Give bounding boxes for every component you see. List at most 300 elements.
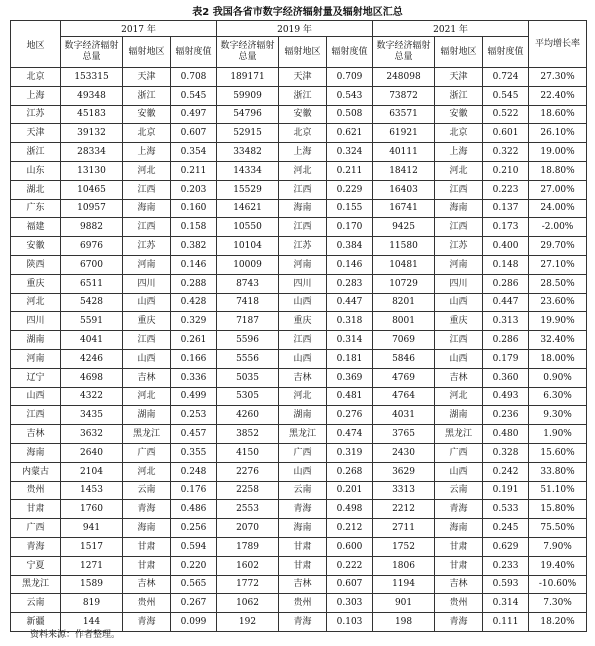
- target-cell: 江苏: [123, 237, 171, 256]
- amount-cell: 1772: [217, 575, 279, 594]
- amount-cell: 2104: [61, 462, 123, 481]
- target-cell: 海南: [435, 519, 483, 538]
- growth-cell: 33.80%: [529, 462, 587, 481]
- amount-cell: 54796: [217, 105, 279, 124]
- amount-cell: 2070: [217, 519, 279, 538]
- degree-cell: 0.319: [327, 443, 373, 462]
- amount-cell: 18412: [373, 161, 435, 180]
- amount-cell: 1789: [217, 537, 279, 556]
- amount-cell: 5305: [217, 387, 279, 406]
- degree-cell: 0.303: [327, 594, 373, 613]
- degree-cell: 0.593: [483, 575, 529, 594]
- amount-cell: 10481: [373, 255, 435, 274]
- degree-cell: 0.607: [327, 575, 373, 594]
- degree-cell: 0.314: [483, 594, 529, 613]
- degree-cell: 0.607: [171, 124, 217, 143]
- target-cell: 江西: [279, 331, 327, 350]
- target-cell: 青海: [123, 500, 171, 519]
- degree-cell: 0.384: [327, 237, 373, 256]
- amount-cell: 4246: [61, 349, 123, 368]
- amount-cell: 45183: [61, 105, 123, 124]
- degree-cell: 0.481: [327, 387, 373, 406]
- target-cell: 海南: [123, 519, 171, 538]
- amount-cell: 10465: [61, 180, 123, 199]
- degree-cell: 0.146: [171, 255, 217, 274]
- degree-cell: 0.166: [171, 349, 217, 368]
- target-cell: 甘肃: [123, 537, 171, 556]
- growth-cell: 28.50%: [529, 274, 587, 293]
- target-cell: 安徽: [279, 105, 327, 124]
- region-cell: 吉林: [11, 425, 61, 444]
- target-cell: 吉林: [279, 575, 327, 594]
- degree-cell: 0.242: [483, 462, 529, 481]
- target-cell: 江西: [435, 331, 483, 350]
- amount-cell: 2553: [217, 500, 279, 519]
- degree-cell: 0.203: [171, 180, 217, 199]
- amount-cell: 901: [373, 594, 435, 613]
- degree-cell: 0.318: [327, 312, 373, 331]
- degree-cell: 0.621: [327, 124, 373, 143]
- growth-cell: -10.60%: [529, 575, 587, 594]
- target-cell: 浙江: [279, 86, 327, 105]
- target-cell: 四川: [435, 274, 483, 293]
- amount-cell: 819: [61, 594, 123, 613]
- amount-header: 数字经济辐射总量: [61, 37, 123, 68]
- amount-cell: 198: [373, 613, 435, 632]
- degree-cell: 0.545: [171, 86, 217, 105]
- growth-cell: -2.00%: [529, 218, 587, 237]
- target-cell: 吉林: [435, 368, 483, 387]
- target-header: 辐射地区: [435, 37, 483, 68]
- degree-cell: 0.508: [327, 105, 373, 124]
- target-cell: 江西: [123, 218, 171, 237]
- table-row: [11, 368, 587, 387]
- year-header-2017: 2017 年: [61, 21, 217, 37]
- target-cell: 海南: [279, 199, 327, 218]
- degree-cell: 0.103: [327, 613, 373, 632]
- degree-cell: 0.457: [171, 425, 217, 444]
- target-cell: 上海: [279, 143, 327, 162]
- amount-cell: 8201: [373, 293, 435, 312]
- target-cell: 云南: [279, 481, 327, 500]
- degree-header: 辐射度值: [171, 37, 217, 68]
- growth-cell: 0.90%: [529, 368, 587, 387]
- target-cell: 河北: [435, 161, 483, 180]
- amount-cell: 2711: [373, 519, 435, 538]
- target-cell: 贵州: [435, 594, 483, 613]
- degree-cell: 0.522: [483, 105, 529, 124]
- degree-cell: 0.708: [171, 68, 217, 87]
- amount-cell: 4031: [373, 406, 435, 425]
- degree-cell: 0.447: [483, 293, 529, 312]
- amount-cell: 144: [61, 613, 123, 632]
- degree-cell: 0.160: [171, 199, 217, 218]
- table-row: [11, 274, 587, 293]
- region-cell: 山西: [11, 387, 61, 406]
- region-cell: 浙江: [11, 143, 61, 162]
- region-header: 地区: [11, 21, 61, 68]
- target-cell: 湖南: [435, 406, 483, 425]
- region-cell: 河南: [11, 349, 61, 368]
- target-cell: 重庆: [123, 312, 171, 331]
- target-cell: 江苏: [435, 237, 483, 256]
- amount-cell: 39132: [61, 124, 123, 143]
- target-cell: 山西: [279, 293, 327, 312]
- table-row: [11, 331, 587, 350]
- target-cell: 云南: [435, 481, 483, 500]
- degree-cell: 0.360: [483, 368, 529, 387]
- degree-cell: 0.268: [327, 462, 373, 481]
- target-cell: 山西: [123, 349, 171, 368]
- amount-cell: 5846: [373, 349, 435, 368]
- amount-cell: 4260: [217, 406, 279, 425]
- region-cell: 北京: [11, 68, 61, 87]
- table-row: [11, 293, 587, 312]
- amount-cell: 16741: [373, 199, 435, 218]
- amount-cell: 3435: [61, 406, 123, 425]
- target-cell: 河南: [123, 255, 171, 274]
- target-cell: 北京: [435, 124, 483, 143]
- growth-cell: 19.00%: [529, 143, 587, 162]
- amount-cell: 14334: [217, 161, 279, 180]
- growth-cell: 18.80%: [529, 161, 587, 180]
- target-cell: 天津: [435, 68, 483, 87]
- region-cell: 青海: [11, 537, 61, 556]
- degree-cell: 0.201: [327, 481, 373, 500]
- target-cell: 四川: [279, 274, 327, 293]
- degree-cell: 0.248: [171, 462, 217, 481]
- growth-cell: 22.40%: [529, 86, 587, 105]
- region-cell: 广西: [11, 519, 61, 538]
- target-cell: 四川: [123, 274, 171, 293]
- target-cell: 黑龙江: [123, 425, 171, 444]
- degree-cell: 0.314: [327, 331, 373, 350]
- amount-cell: 10104: [217, 237, 279, 256]
- degree-cell: 0.600: [327, 537, 373, 556]
- degree-cell: 0.543: [327, 86, 373, 105]
- region-cell: 湖南: [11, 331, 61, 350]
- degree-cell: 0.497: [171, 105, 217, 124]
- degree-cell: 0.499: [171, 387, 217, 406]
- region-cell: 山东: [11, 161, 61, 180]
- target-cell: 甘肃: [435, 537, 483, 556]
- target-cell: 北京: [279, 124, 327, 143]
- amount-cell: 1194: [373, 575, 435, 594]
- growth-cell: 19.90%: [529, 312, 587, 331]
- target-cell: 黑龙江: [279, 425, 327, 444]
- amount-cell: 8001: [373, 312, 435, 331]
- degree-cell: 0.137: [483, 199, 529, 218]
- region-cell: 宁夏: [11, 556, 61, 575]
- target-cell: 江苏: [279, 237, 327, 256]
- table-row: [11, 387, 587, 406]
- amount-cell: 15529: [217, 180, 279, 199]
- amount-cell: 1752: [373, 537, 435, 556]
- target-cell: 河南: [435, 255, 483, 274]
- amount-cell: 189171: [217, 68, 279, 87]
- region-cell: 江西: [11, 406, 61, 425]
- amount-cell: 3629: [373, 462, 435, 481]
- target-cell: 甘肃: [435, 556, 483, 575]
- amount-cell: 4769: [373, 368, 435, 387]
- region-cell: 重庆: [11, 274, 61, 293]
- target-cell: 江西: [435, 180, 483, 199]
- degree-cell: 0.286: [483, 331, 529, 350]
- amount-cell: 28334: [61, 143, 123, 162]
- degree-header: 辐射度值: [483, 37, 529, 68]
- degree-cell: 0.354: [171, 143, 217, 162]
- amount-cell: 10729: [373, 274, 435, 293]
- amount-cell: 1517: [61, 537, 123, 556]
- region-cell: 贵州: [11, 481, 61, 500]
- target-cell: 海南: [123, 199, 171, 218]
- degree-cell: 0.382: [171, 237, 217, 256]
- amount-cell: 5035: [217, 368, 279, 387]
- region-cell: 黑龙江: [11, 575, 61, 594]
- degree-cell: 0.322: [483, 143, 529, 162]
- region-cell: 辽宁: [11, 368, 61, 387]
- amount-cell: 1062: [217, 594, 279, 613]
- growth-cell: 24.00%: [529, 199, 587, 218]
- degree-cell: 0.286: [483, 274, 529, 293]
- table-row: [11, 218, 587, 237]
- degree-cell: 0.313: [483, 312, 529, 331]
- target-cell: 江西: [435, 218, 483, 237]
- table-row: [11, 594, 587, 613]
- growth-header: 平均增长率: [529, 21, 587, 68]
- amount-cell: 1589: [61, 575, 123, 594]
- degree-cell: 0.211: [171, 161, 217, 180]
- amount-cell: 9882: [61, 218, 123, 237]
- degree-cell: 0.253: [171, 406, 217, 425]
- target-cell: 山西: [123, 293, 171, 312]
- growth-cell: 75.50%: [529, 519, 587, 538]
- target-cell: 青海: [279, 613, 327, 632]
- table-row: [11, 556, 587, 575]
- target-cell: 甘肃: [279, 537, 327, 556]
- target-cell: 青海: [123, 613, 171, 632]
- amount-cell: 5596: [217, 331, 279, 350]
- amount-cell: 1602: [217, 556, 279, 575]
- amount-header: 数字经济辐射总量: [373, 37, 435, 68]
- region-cell: 新疆: [11, 613, 61, 632]
- amount-cell: 2212: [373, 500, 435, 519]
- degree-cell: 0.447: [327, 293, 373, 312]
- target-cell: 河北: [123, 161, 171, 180]
- target-cell: 浙江: [435, 86, 483, 105]
- amount-cell: 49348: [61, 86, 123, 105]
- table-row: [11, 199, 587, 218]
- amount-cell: 3632: [61, 425, 123, 444]
- target-header: 辐射地区: [123, 37, 171, 68]
- target-cell: 山西: [279, 462, 327, 481]
- region-cell: 广东: [11, 199, 61, 218]
- degree-cell: 0.210: [483, 161, 529, 180]
- degree-cell: 0.288: [171, 274, 217, 293]
- growth-cell: 15.80%: [529, 500, 587, 519]
- table-row: [11, 255, 587, 274]
- target-cell: 吉林: [279, 368, 327, 387]
- degree-cell: 0.474: [327, 425, 373, 444]
- table-body: [11, 68, 587, 632]
- target-cell: 江西: [123, 180, 171, 199]
- degree-cell: 0.276: [327, 406, 373, 425]
- target-cell: 河北: [279, 161, 327, 180]
- growth-cell: 27.00%: [529, 180, 587, 199]
- amount-cell: 5428: [61, 293, 123, 312]
- amount-cell: 10957: [61, 199, 123, 218]
- growth-cell: 23.60%: [529, 293, 587, 312]
- degree-cell: 0.181: [327, 349, 373, 368]
- degree-cell: 0.222: [327, 556, 373, 575]
- amount-cell: 16403: [373, 180, 435, 199]
- year-header-2019: 2019 年: [217, 21, 373, 37]
- table-row: [11, 425, 587, 444]
- target-cell: 上海: [435, 143, 483, 162]
- table-row: [11, 237, 587, 256]
- degree-cell: 0.594: [171, 537, 217, 556]
- table-row: [11, 68, 587, 87]
- region-cell: 云南: [11, 594, 61, 613]
- target-cell: 天津: [279, 68, 327, 87]
- amount-cell: 40111: [373, 143, 435, 162]
- amount-cell: 5556: [217, 349, 279, 368]
- region-cell: 海南: [11, 443, 61, 462]
- amount-cell: 7069: [373, 331, 435, 350]
- degree-cell: 0.709: [327, 68, 373, 87]
- year-header-2021: 2021 年: [373, 21, 529, 37]
- degree-header: 辐射度值: [327, 37, 373, 68]
- degree-cell: 0.267: [171, 594, 217, 613]
- degree-cell: 0.176: [171, 481, 217, 500]
- region-cell: 内蒙古: [11, 462, 61, 481]
- target-cell: 天津: [123, 68, 171, 87]
- amount-cell: 7418: [217, 293, 279, 312]
- growth-cell: 9.30%: [529, 406, 587, 425]
- growth-cell: 27.10%: [529, 255, 587, 274]
- degree-cell: 0.369: [327, 368, 373, 387]
- degree-cell: 0.236: [483, 406, 529, 425]
- target-cell: 云南: [123, 481, 171, 500]
- degree-cell: 0.158: [171, 218, 217, 237]
- degree-cell: 0.146: [327, 255, 373, 274]
- table-row: [11, 105, 587, 124]
- degree-cell: 0.211: [327, 161, 373, 180]
- target-cell: 青海: [279, 500, 327, 519]
- amount-cell: 3765: [373, 425, 435, 444]
- amount-cell: 2430: [373, 443, 435, 462]
- amount-cell: 2640: [61, 443, 123, 462]
- amount-cell: 1271: [61, 556, 123, 575]
- growth-cell: 29.70%: [529, 237, 587, 256]
- region-cell: 四川: [11, 312, 61, 331]
- region-cell: 江苏: [11, 105, 61, 124]
- target-cell: 江西: [123, 331, 171, 350]
- target-cell: 山西: [435, 349, 483, 368]
- table-row: [11, 86, 587, 105]
- degree-cell: 0.220: [171, 556, 217, 575]
- table-row: [11, 124, 587, 143]
- target-cell: 重庆: [279, 312, 327, 331]
- growth-cell: 18.00%: [529, 349, 587, 368]
- degree-cell: 0.329: [171, 312, 217, 331]
- target-cell: 浙江: [123, 86, 171, 105]
- degree-cell: 0.355: [171, 443, 217, 462]
- table-row: [11, 349, 587, 368]
- degree-cell: 0.486: [171, 500, 217, 519]
- amount-cell: 9425: [373, 218, 435, 237]
- target-cell: 广西: [279, 443, 327, 462]
- target-cell: 海南: [435, 199, 483, 218]
- target-cell: 吉林: [123, 368, 171, 387]
- target-header: 辐射地区: [279, 37, 327, 68]
- target-cell: 湖南: [279, 406, 327, 425]
- degree-cell: 0.480: [483, 425, 529, 444]
- region-cell: 湖北: [11, 180, 61, 199]
- degree-cell: 0.428: [171, 293, 217, 312]
- target-cell: 河南: [279, 255, 327, 274]
- amount-cell: 6976: [61, 237, 123, 256]
- table-row: [11, 575, 587, 594]
- degree-cell: 0.245: [483, 519, 529, 538]
- amount-cell: 10009: [217, 255, 279, 274]
- amount-cell: 4041: [61, 331, 123, 350]
- degree-cell: 0.336: [171, 368, 217, 387]
- amount-cell: 192: [217, 613, 279, 632]
- target-cell: 吉林: [435, 575, 483, 594]
- target-cell: 广西: [435, 443, 483, 462]
- table-row: [11, 406, 587, 425]
- region-cell: 甘肃: [11, 500, 61, 519]
- growth-cell: 27.30%: [529, 68, 587, 87]
- degree-cell: 0.099: [171, 613, 217, 632]
- table-row: [11, 143, 587, 162]
- growth-cell: 19.40%: [529, 556, 587, 575]
- target-cell: 安徽: [123, 105, 171, 124]
- table-row: [11, 537, 587, 556]
- region-cell: 天津: [11, 124, 61, 143]
- degree-cell: 0.629: [483, 537, 529, 556]
- degree-cell: 0.545: [483, 86, 529, 105]
- growth-cell: 18.20%: [529, 613, 587, 632]
- amount-cell: 2276: [217, 462, 279, 481]
- degree-cell: 0.601: [483, 124, 529, 143]
- degree-cell: 0.179: [483, 349, 529, 368]
- region-cell: 福建: [11, 218, 61, 237]
- degree-cell: 0.111: [483, 613, 529, 632]
- target-cell: 青海: [435, 500, 483, 519]
- amount-cell: 1453: [61, 481, 123, 500]
- target-cell: 山西: [435, 462, 483, 481]
- target-cell: 上海: [123, 143, 171, 162]
- target-cell: 河北: [435, 387, 483, 406]
- degree-cell: 0.400: [483, 237, 529, 256]
- degree-cell: 0.173: [483, 218, 529, 237]
- amount-cell: 7187: [217, 312, 279, 331]
- region-cell: 安徽: [11, 237, 61, 256]
- degree-cell: 0.493: [483, 387, 529, 406]
- source-note: 资料来源：作者整理。: [30, 630, 121, 640]
- table-row: [11, 462, 587, 481]
- degree-cell: 0.565: [171, 575, 217, 594]
- degree-cell: 0.155: [327, 199, 373, 218]
- target-cell: 青海: [435, 613, 483, 632]
- target-cell: 江西: [279, 180, 327, 199]
- amount-cell: 153315: [61, 68, 123, 87]
- amount-header: 数字经济辐射总量: [217, 37, 279, 68]
- target-cell: 安徽: [435, 105, 483, 124]
- amount-cell: 4322: [61, 387, 123, 406]
